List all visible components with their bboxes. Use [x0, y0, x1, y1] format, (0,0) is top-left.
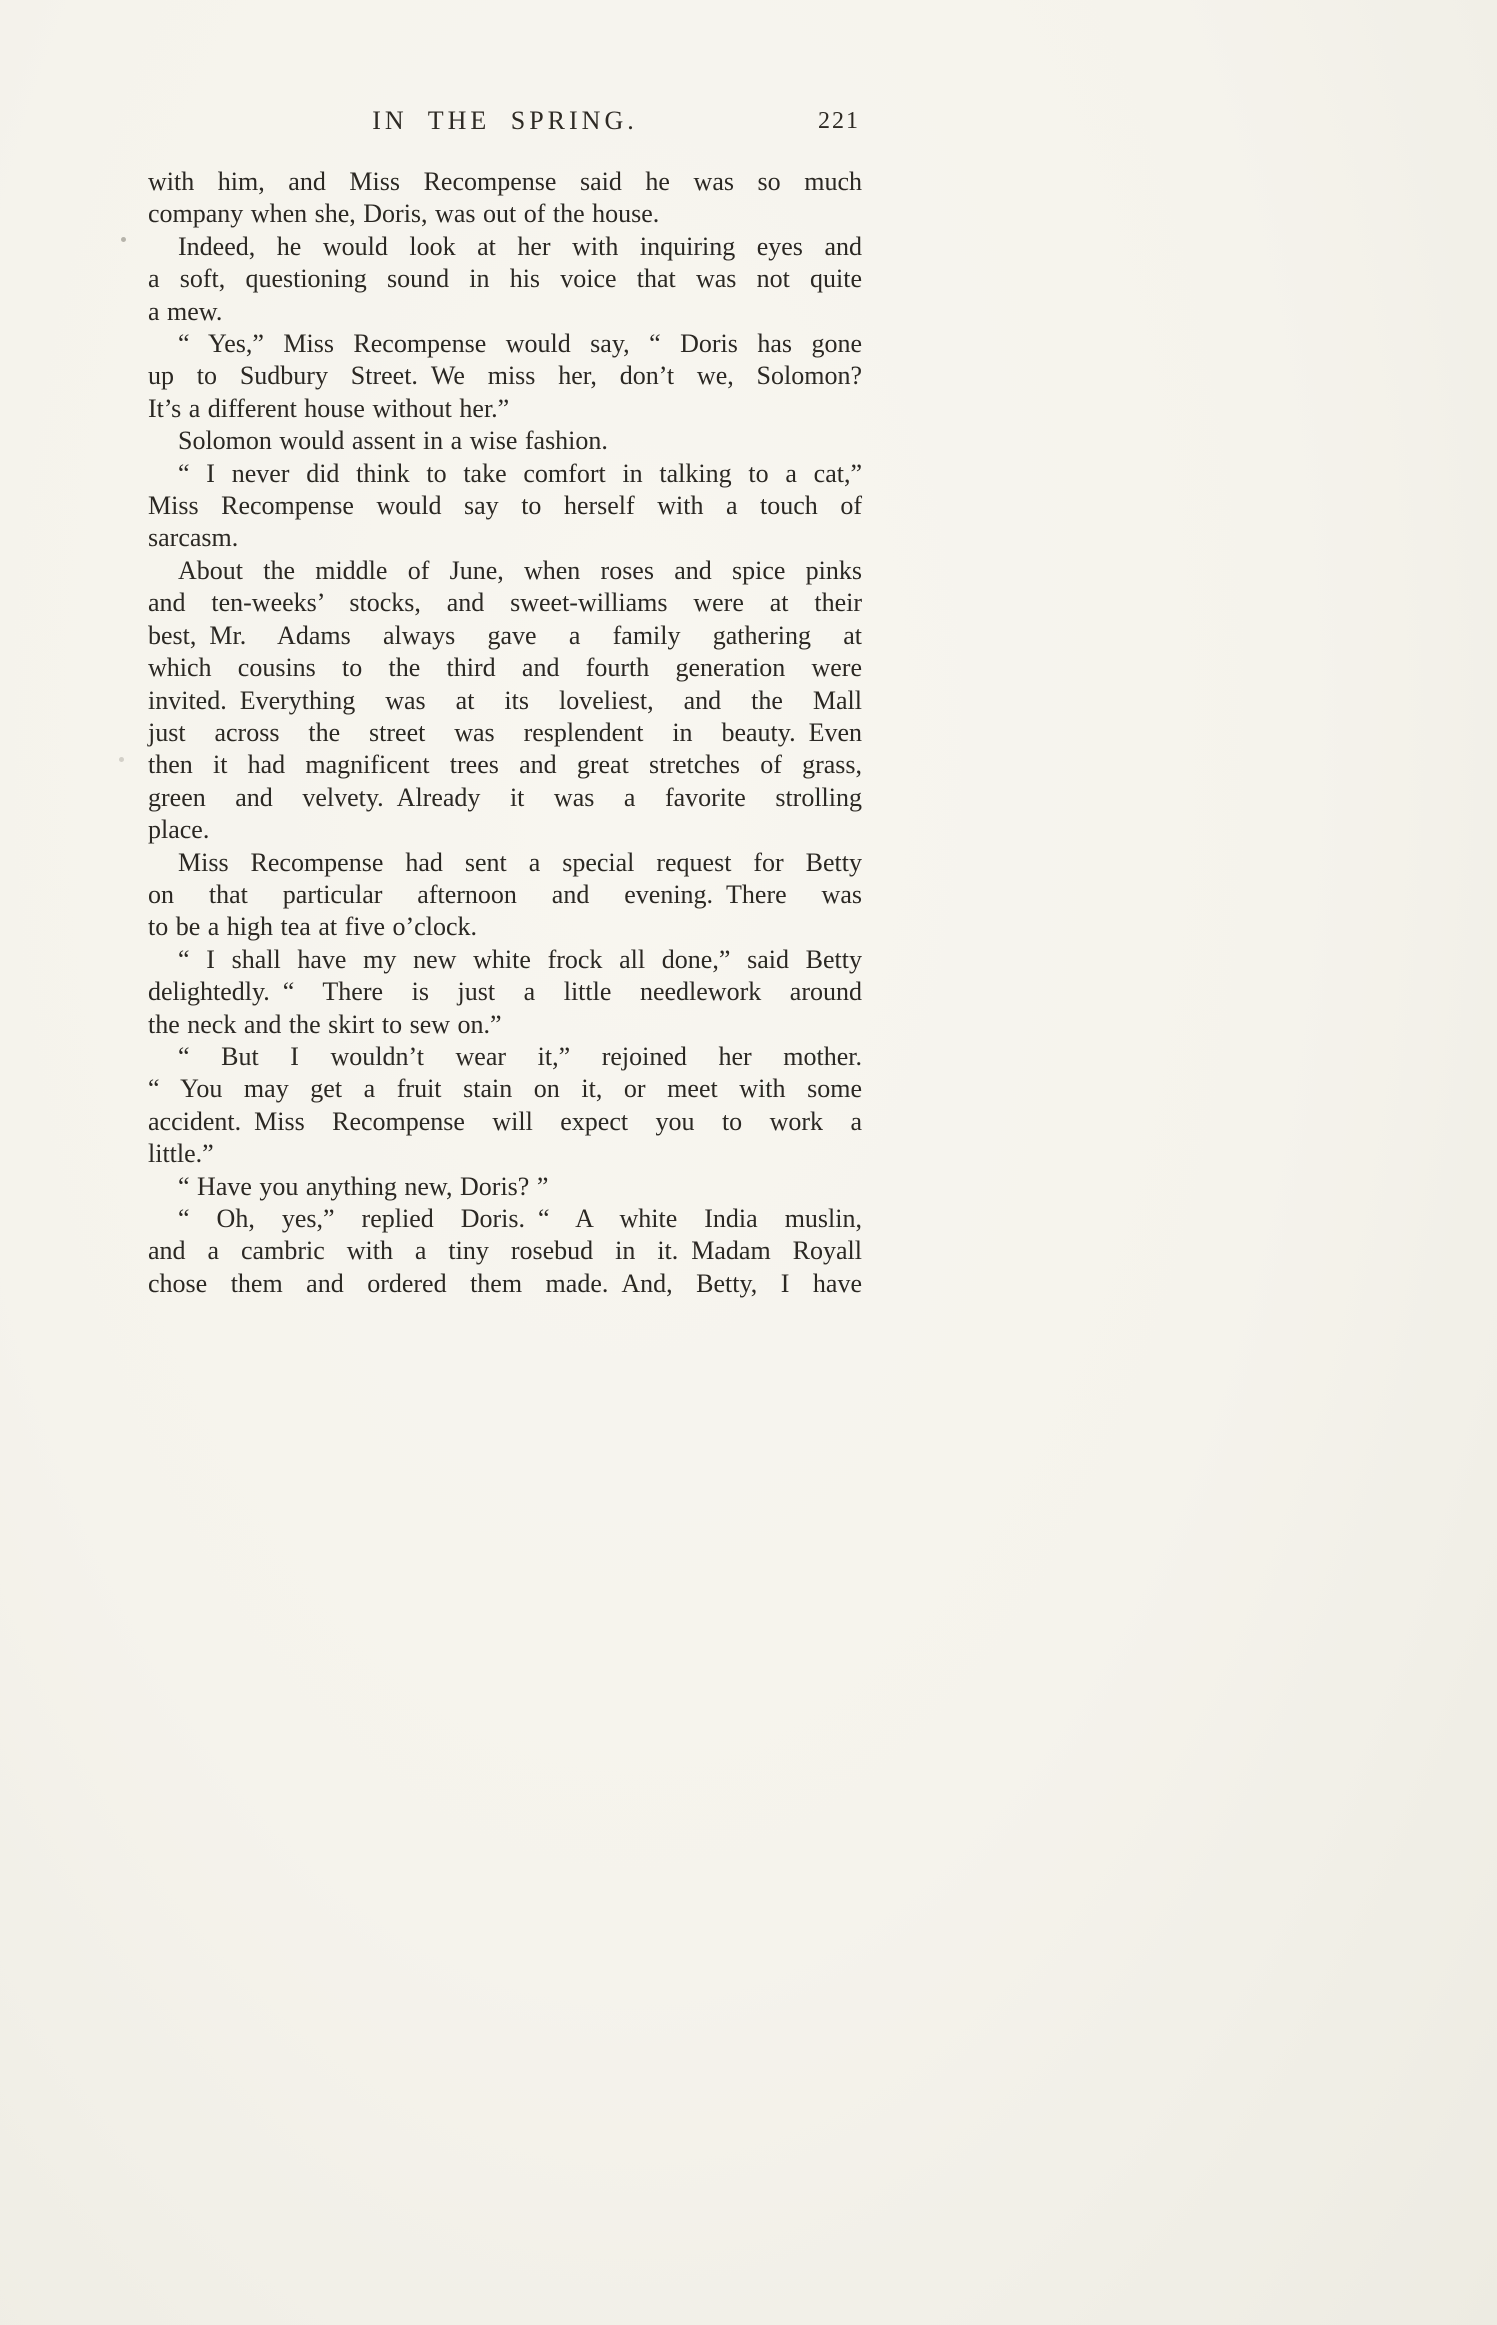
text-line: Indeed, he would look at her with inquiring eyes and	[178, 231, 862, 261]
text-line: “ You may get a fruit stain on it, or meet with some	[148, 1074, 862, 1104]
text-line: little.”	[148, 1139, 214, 1169]
text-line: on that particular afternoon and evening. There was	[148, 879, 862, 909]
text-line: a mew.	[148, 296, 223, 326]
text-column	[148, 106, 862, 1300]
text-line: About the middle of June, when roses and spice pinks	[178, 555, 862, 585]
text-block	[148, 166, 862, 1300]
text-line: delightedly. “ There is just a little needlework around	[148, 977, 862, 1007]
text-line: company when she, Doris, was out of the house.	[148, 199, 660, 229]
text-line: “ Yes,” Miss Recompense would say, “ Doris has gone	[178, 329, 862, 359]
text-line: place.	[148, 815, 210, 845]
page-header	[148, 106, 862, 140]
text-line: with him, and Miss Recompense said he was so much	[148, 167, 862, 196]
text-line: up to Sudbury Street. We miss her, don’t we, Solomon?	[148, 361, 862, 391]
text-line: a soft, questioning sound in his voice that was not quite	[148, 264, 862, 294]
text-line: “ Oh, yes,” replied Doris. “ A white India muslin,	[178, 1204, 862, 1233]
running-title: IN THE SPRING.	[372, 106, 638, 135]
text-line: to be a high tea at five o’clock.	[148, 912, 477, 942]
text-line: chose them and ordered them made. And, Betty, I have	[148, 1268, 862, 1298]
text-line: just across the street was resplendent in beauty. Even	[148, 717, 862, 747]
text-line: and a cambric with a tiny rosebud in it. Madam Royall	[148, 1236, 862, 1266]
text-line: “ Have you anything new, Doris? ”	[178, 1171, 549, 1201]
text-line: green and velvety. Already it was a favorite strolling	[148, 782, 862, 812]
text-line: best, Mr. Adams always gave a family gathering at	[148, 620, 862, 650]
text-line: the neck and the skirt to sew on.”	[148, 1009, 502, 1039]
text-line: invited. Everything was at its loveliest, and the Mall	[148, 685, 862, 715]
text-line: It’s a different house without her.”	[148, 393, 510, 423]
text-line: “ I never did think to take comfort in talking to a cat,”	[178, 458, 862, 488]
text-line: Miss Recompense would say to herself with a touch of	[148, 491, 862, 521]
text-line: “ I shall have my new white frock all done,” said Betty	[178, 944, 862, 974]
scan-speck	[119, 757, 124, 762]
text-line: which cousins to the third and fourth generation were	[148, 653, 862, 683]
text-line: Miss Recompense had sent a special request for Betty	[178, 847, 862, 877]
text-line: accident. Miss Recompense will expect you to work a	[148, 1106, 862, 1136]
page-number: 221	[818, 108, 860, 134]
text-line: sarcasm.	[148, 523, 239, 553]
text-line: and ten-weeks’ stocks, and sweet-williams were at their	[148, 588, 862, 618]
scan-speck	[121, 237, 126, 242]
text-line: Solomon would assent in a wise fashion.	[178, 426, 608, 456]
text-line: then it had magnificent trees and great stretches of grass,	[148, 750, 862, 780]
text-line: “ But I wouldn’t wear it,” rejoined her mother.	[178, 1041, 862, 1071]
